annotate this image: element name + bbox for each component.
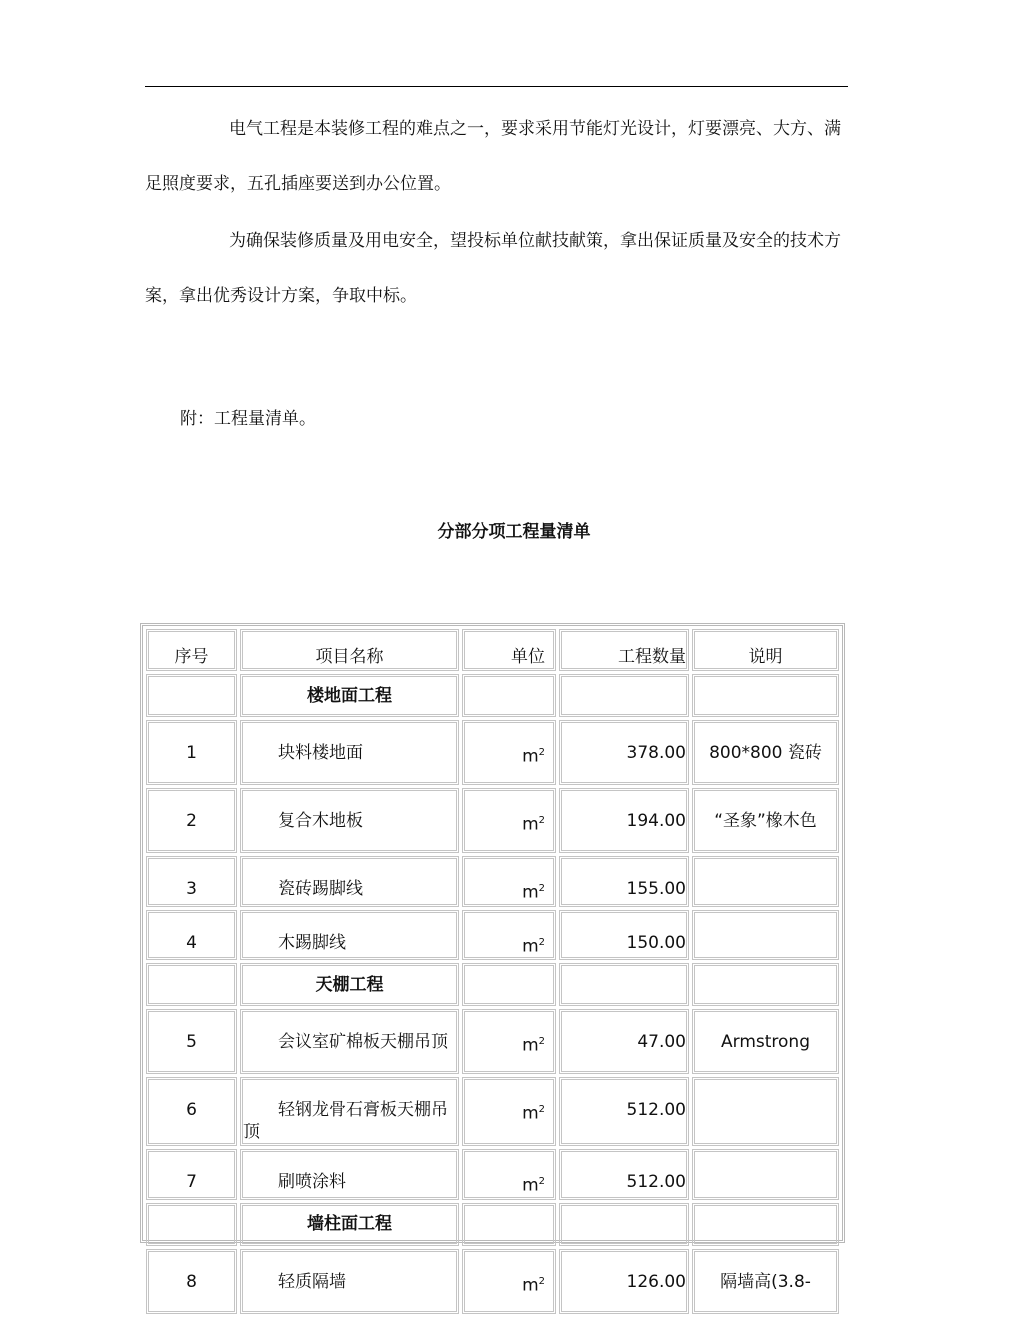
row-qty: 512.00 <box>626 1100 686 1121</box>
table-row <box>146 856 839 907</box>
row-unit: $m^2$ <box>522 1175 545 1196</box>
row-unit: $m^2$ <box>522 882 545 903</box>
section-row <box>146 674 839 717</box>
row-qty: 47.00 <box>637 1032 686 1053</box>
row-name: 轻质隔墙 <box>278 1271 346 1292</box>
header-name: 项目名称 <box>240 629 459 671</box>
table-row <box>146 1009 839 1074</box>
quantity-table <box>140 623 845 1296</box>
paragraph-electrical: 电气工程是本装修工程的难点之一，要求采用节能灯光设计，灯要漂亮、大方、满足照度要求，五孔插座要送到办公位置。 <box>145 119 841 194</box>
row-qty: 126.00 <box>626 1271 686 1292</box>
row-unit: $m^2$ <box>522 746 545 767</box>
row-name: 瓷砖踢脚线 <box>278 879 363 899</box>
table-row <box>146 720 839 785</box>
header-no: 序号 <box>146 629 237 671</box>
row-no: 7 <box>186 1172 197 1193</box>
header-qty: 工程数量 <box>559 629 689 671</box>
header-unit: 单位 <box>462 629 556 671</box>
row-no: 5 <box>186 1032 197 1053</box>
table-row <box>146 788 839 853</box>
row-name: 会议室矿棉板天棚吊顶 <box>278 1032 448 1053</box>
row-note: “圣象”橡木色 <box>714 811 817 831</box>
row-qty: 194.00 <box>626 811 686 831</box>
paragraph-quality: 为确保装修质量及用电安全，望投标单位献技献策，拿出保证质量及安全的技术方案，拿出优秀设计方案，争取中标。 <box>145 231 841 306</box>
section-row <box>146 963 839 1006</box>
row-unit: $m^2$ <box>522 936 545 957</box>
row-note: 800*800 瓷砖 <box>709 743 822 763</box>
row-no: 6 <box>186 1100 197 1121</box>
row-name: 木踢脚线 <box>278 932 346 953</box>
row-no: 8 <box>186 1271 197 1292</box>
row-qty: 378.00 <box>626 743 686 763</box>
table-row <box>146 1149 839 1200</box>
appendix-note: 附：工程量清单。 <box>180 409 316 429</box>
row-no: 4 <box>186 932 197 953</box>
header-rule <box>145 86 848 87</box>
section-title: 天棚工程 <box>240 963 459 1006</box>
header-note: 说明 <box>692 629 839 671</box>
row-unit: $m^2$ <box>522 1275 545 1296</box>
section-row <box>146 1203 839 1246</box>
row-qty: 512.00 <box>626 1172 686 1193</box>
row-name: 块料楼地面 <box>278 743 363 763</box>
row-unit: $m^2$ <box>522 814 545 835</box>
row-qty: 150.00 <box>626 932 686 953</box>
table-row <box>146 1077 839 1146</box>
row-note: 隔墙高(3.8- <box>720 1271 811 1292</box>
row-note <box>695 913 836 932</box>
table-title: 分部分项工程量清单 <box>437 522 591 542</box>
row-qty: 155.00 <box>626 879 686 899</box>
row-unit: $m^2$ <box>522 1103 545 1124</box>
row-note <box>695 1152 836 1171</box>
row-note <box>695 1080 836 1099</box>
row-name: 复合木地板 <box>278 811 363 831</box>
table-header-row <box>146 629 839 671</box>
section-title: 楼地面工程 <box>240 674 459 717</box>
row-no: 2 <box>186 811 197 831</box>
table-row <box>146 1249 839 1314</box>
row-name: 轻钢龙骨石膏板天棚吊顶 <box>243 1100 448 1143</box>
section-title: 墙柱面工程 <box>240 1203 459 1246</box>
row-no: 3 <box>186 879 197 899</box>
table-row <box>146 910 839 961</box>
row-note <box>695 859 836 878</box>
row-unit: $m^2$ <box>522 1035 545 1056</box>
row-note: Armstrong <box>721 1032 810 1053</box>
row-no: 1 <box>186 743 197 763</box>
row-name: 刷喷涂料 <box>278 1172 346 1193</box>
